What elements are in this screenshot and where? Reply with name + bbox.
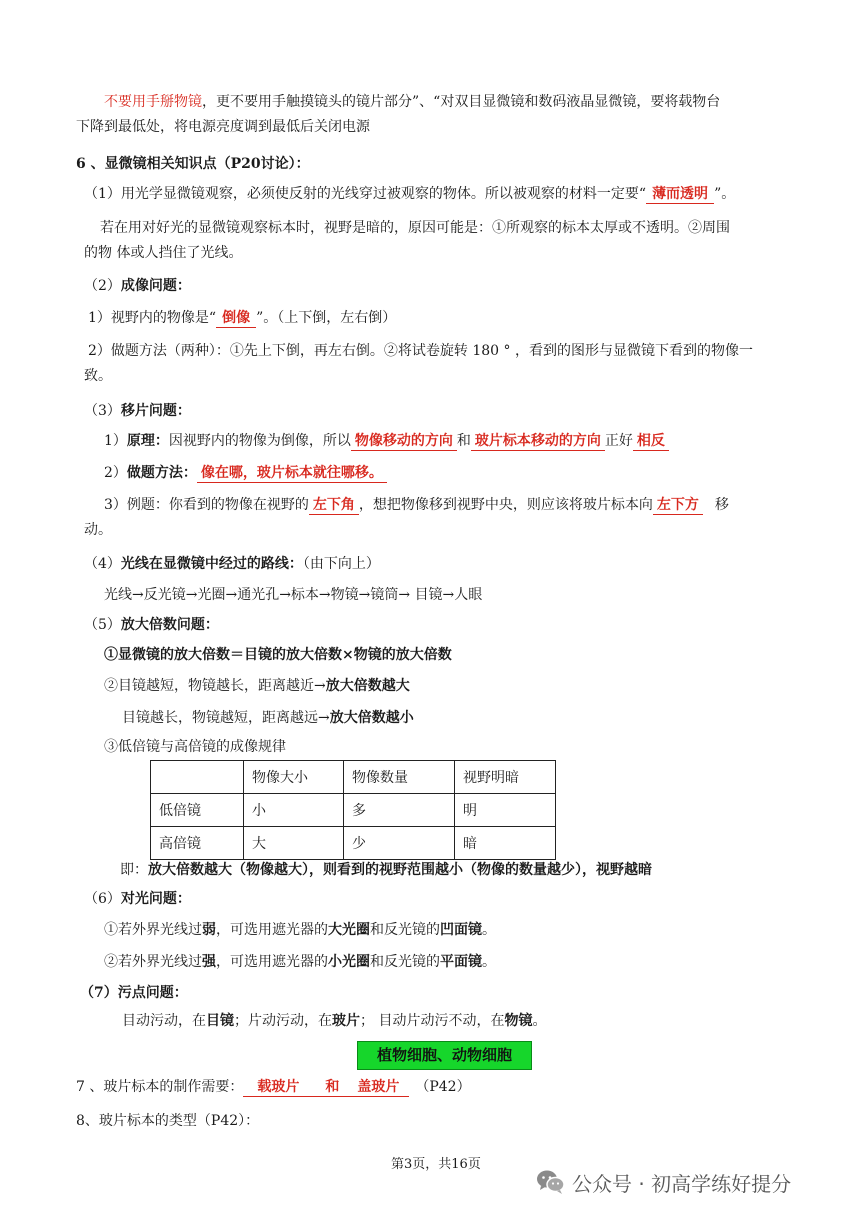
watermark — [536, 1167, 791, 1197]
s6-p2-1 — [88, 308, 396, 328]
text: 1） — [104, 433, 127, 449]
text: ； 目动片动污不动，在 — [360, 1013, 505, 1029]
text: 放大倍数越大（物像越大），则看到的视野范围越小（物像的数量越少），视野越暗 — [148, 862, 652, 878]
highlight: 玻片标本移动的方向 — [471, 433, 605, 451]
s6-p5-4: ③低倍镜与高倍镜的成像规律 — [104, 739, 286, 755]
s6-p3-3 — [104, 495, 729, 515]
s6-p3-heading — [84, 401, 191, 421]
label: （3） — [84, 403, 121, 419]
table-cell: 多 — [344, 794, 455, 827]
text: ②若外界光线过 — [104, 954, 202, 970]
s6-p3-3b: 动。 — [84, 522, 112, 538]
s6-p1-cause-1: 若在用对好光的显微镜观察标本时，视野是暗的，原因可能是：①所观察的标本太厚或不透明。②周围 — [100, 220, 730, 236]
table-cell: 少 — [344, 827, 455, 860]
s6-p4-heading — [84, 554, 380, 574]
wechat-icon — [536, 1169, 566, 1195]
s6-p2-heading — [84, 276, 191, 296]
s6-p1 — [84, 184, 735, 204]
fill-blank-group — [243, 1079, 409, 1097]
fill-blank: 倒像 — [216, 310, 256, 328]
comparison-table — [150, 760, 556, 860]
s6-p5-3 — [122, 708, 414, 728]
text: 强 — [202, 954, 216, 970]
text: ”。（上下倒，左右倒） — [256, 310, 397, 326]
table-cell: 小 — [244, 794, 344, 827]
s6-p1-cause-2: 的物 体或人挡住了光线。 — [84, 245, 243, 261]
text: 做题方法： — [126, 465, 197, 481]
section-7 — [76, 1077, 471, 1097]
text: 目镜越长，物镜越短，距离越远→ — [122, 710, 330, 726]
label: （5） — [84, 617, 121, 633]
title: 光线在显微镜中经过的路线： — [120, 556, 303, 572]
s6-p6-1 — [104, 920, 496, 940]
s6-p7-heading: （7）污点问题： — [80, 985, 188, 1001]
table-cell — [151, 761, 244, 794]
text: 和 — [456, 433, 471, 449]
section-banner: 植物细胞、动物细胞 — [357, 1041, 532, 1070]
section-8: 8、玻片标本的类型（P42）： — [76, 1113, 260, 1129]
label: （2） — [84, 278, 121, 294]
intro-line-2: 下降到最低处，将电源亮度调到最低后关闭电源 — [76, 119, 370, 135]
text: 。 — [532, 1013, 547, 1029]
text: 1）视野内的物像是“ — [88, 310, 217, 326]
text: 小光圈 — [328, 954, 370, 970]
table-row — [151, 827, 556, 860]
text: ，可选用遮光器的 — [216, 954, 328, 970]
text: （P42） — [415, 1079, 471, 1095]
table-cell: 大 — [244, 827, 344, 860]
text: 凹面镜 — [440, 922, 482, 938]
highlight: 左下角 — [309, 497, 359, 515]
s6-p6-heading — [84, 889, 191, 909]
table-cell: 高倍镜 — [151, 827, 244, 860]
text: 2） — [104, 465, 127, 481]
table-header-row — [151, 761, 556, 794]
intro-warning: 不要用手掰物镜 — [104, 94, 202, 110]
magnification-formula: ①显微镜的放大倍数＝目镜的放大倍数×物镜的放大倍数 — [104, 647, 452, 663]
table-cell: 暗 — [455, 827, 556, 860]
text: 因视野内的物像为倒像，所以 — [168, 433, 351, 449]
text: ；片动污动，在 — [234, 1013, 332, 1029]
s6-p2-2: 2）做题方法（两种）：①先上下倒，再左右倒。②将试卷旋转 180 ° ，看到的图形与显微镜下看到的物像一 — [88, 343, 753, 359]
table-cell: 低倍镜 — [151, 794, 244, 827]
text: 移 — [714, 497, 729, 513]
s6-p5-5 — [120, 860, 652, 880]
text: 目动污动，在 — [122, 1013, 206, 1029]
text: 7 、玻片标本的制作需要： — [76, 1079, 244, 1095]
fill-and: 和 — [325, 1079, 340, 1095]
table-cell: 视野明暗 — [455, 761, 556, 794]
watermark-text: 公众号 · 初高学练好提分 — [572, 1171, 792, 1196]
text: 目镜 — [206, 1013, 234, 1029]
s6-p6-2 — [104, 952, 496, 972]
s6-p2-2b: 致。 — [84, 368, 112, 384]
title: 放大倍数问题： — [120, 617, 219, 633]
highlight: 像在哪，玻片标本就往哪移。 — [197, 465, 387, 483]
text: 和反光镜的 — [370, 954, 440, 970]
section-6-heading: 6 、显微镜相关知识点（P20讨论）： — [76, 156, 310, 172]
s6-p3-2 — [104, 463, 387, 483]
highlight: 左下方 — [653, 497, 703, 515]
note: （由下向上） — [302, 556, 380, 572]
text: ，可选用遮光器的 — [216, 922, 328, 938]
table-cell: 物像数量 — [344, 761, 455, 794]
label: （6） — [84, 891, 121, 907]
text: ②目镜越短，物镜越长，距离越近→ — [104, 678, 326, 694]
title: 对光问题： — [120, 891, 191, 907]
text: 玻片 — [332, 1013, 360, 1029]
text: 即： — [120, 862, 148, 878]
highlight: 物像移动的方向 — [351, 433, 457, 451]
text: 放大倍数越大 — [325, 678, 410, 694]
text: ①若外界光线过 — [104, 922, 202, 938]
intro-line-1 — [104, 92, 720, 112]
text: 和反光镜的 — [370, 922, 440, 938]
intro-text: ，更不要用手触摸镜头的镜片部分”、“对双目显微镜和数码液晶显微镜，要将载物台 — [202, 94, 721, 110]
text: 原理： — [126, 433, 169, 449]
table-cell: 明 — [455, 794, 556, 827]
table-row — [151, 794, 556, 827]
s6-p7-1 — [122, 1011, 546, 1031]
s6-p3-1 — [104, 431, 669, 451]
text: 大光圈 — [328, 922, 370, 938]
s6-p5-heading — [84, 615, 219, 635]
text: 放大倍数越小 — [329, 710, 414, 726]
page-number: 第3页，共16页 — [391, 1157, 481, 1172]
fill-blank: 载玻片 — [257, 1079, 300, 1095]
s6-p1-text: （1）用光学显微镜观察，必须使反射的光线穿过被观察的物体。所以被观察的材料一定要“ — [84, 186, 647, 202]
text: 。 — [482, 922, 496, 938]
label: （4） — [84, 556, 121, 572]
s6-p5-2 — [104, 676, 410, 696]
fill-blank: 盖玻片 — [357, 1079, 400, 1095]
title: 移片问题： — [120, 403, 191, 419]
text: 正好 — [604, 433, 633, 449]
s6-p1-end: ”。 — [714, 186, 736, 202]
text: ，想把物像移到视野中央，则应该将玻片标本向 — [358, 497, 653, 513]
text: 物镜 — [504, 1013, 533, 1029]
text: 3）例题：你看到的物像在视野的 — [104, 497, 309, 513]
fill-blank: 薄而透明 — [646, 186, 714, 204]
text: 平面镜 — [440, 954, 482, 970]
table-cell: 物像大小 — [244, 761, 344, 794]
highlight: 相反 — [633, 433, 669, 451]
title: 成像问题： — [120, 278, 191, 294]
text: 。 — [482, 954, 496, 970]
light-path: 光线→反光镜→光圈→通光孔→标本→物镜→镜筒→ 目镜→人眼 — [104, 587, 483, 603]
text: 弱 — [202, 922, 216, 938]
